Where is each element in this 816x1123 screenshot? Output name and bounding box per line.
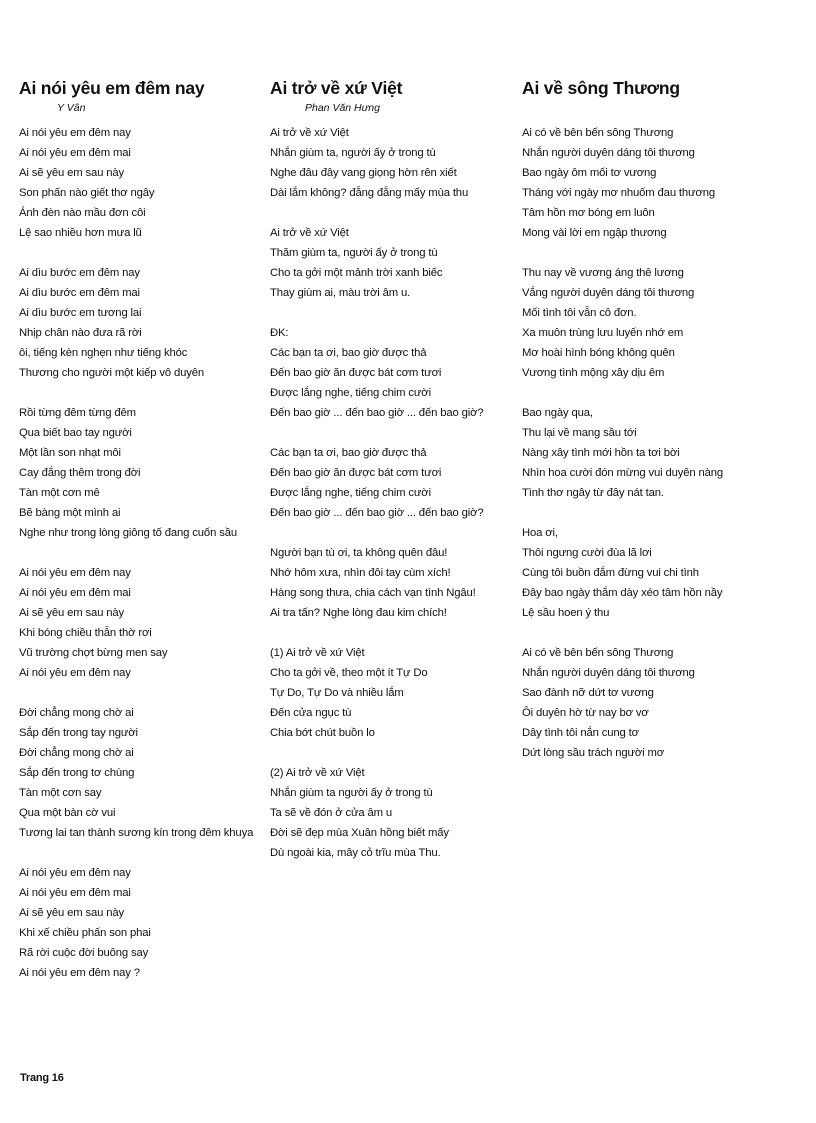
lyric-line: ôi, tiếng kèn nghẹn như tiếng khóc bbox=[19, 347, 188, 359]
lyric-line: Ánh đèn nào mầu đơn côi bbox=[19, 207, 146, 219]
page-number: Trang 16 bbox=[20, 1072, 64, 1084]
stanza bbox=[270, 763, 510, 863]
lyric-line: Hoa ơi, bbox=[522, 527, 558, 539]
lyric-line: Tâm hồn mơ bóng em luôn bbox=[522, 207, 655, 219]
lyric-line: Tình thơ ngây từ đây nát tan. bbox=[522, 487, 664, 499]
lyric-line: Nhắn giùm ta người ấy ở trong tù bbox=[270, 787, 433, 799]
lyric-line: Lệ sầu hoen ý thu bbox=[522, 607, 610, 619]
lyric-line: Ai trở về xứ Việt bbox=[270, 227, 349, 239]
lyric-line: Đời chẳng mong chờ ai bbox=[19, 707, 134, 719]
lyric-line: Đến bao giờ ... đến bao giờ ... đến bao giờ? bbox=[270, 507, 484, 519]
lyric-line: Thu nay về vương áng thê lương bbox=[522, 267, 684, 279]
lyric-line: Ta sẽ về đón ở cửa âm u bbox=[270, 807, 393, 819]
lyric-line: Tương lai tan thành sương kín trong đêm khuya bbox=[19, 827, 254, 839]
lyric-line: Thôi ngưng cười đùa lã lơi bbox=[522, 547, 652, 559]
lyric-line: Lệ sao nhiều hơn mưa lũ bbox=[19, 227, 142, 239]
lyric-line: Được lắng nghe, tiếng chim cười bbox=[270, 487, 431, 499]
stanza bbox=[19, 123, 254, 243]
stanza bbox=[19, 703, 254, 843]
lyric-line: Nhịp chân nào đưa rã rời bbox=[19, 327, 142, 339]
lyric-line: Dài lắm không? đẵng đẵng mấy mùa thu bbox=[270, 187, 469, 199]
lyric-line: Khi bóng chiều thẫn thờ rơi bbox=[19, 627, 152, 639]
lyric-line: Bẽ bàng một mình ai bbox=[19, 507, 121, 519]
lyric-line: Cay đắng thêm trong đời bbox=[19, 467, 141, 479]
lyric-line: Vương tình mộng xây dịu êm bbox=[522, 367, 665, 379]
lyric-line: Ai nói yêu em đêm nay bbox=[19, 667, 131, 679]
stanza bbox=[522, 263, 797, 383]
lyric-line: Ai trở về xứ Việt bbox=[270, 127, 349, 139]
lyric-line: Hàng song thưa, chia cách vạn tình Ngâu! bbox=[270, 587, 476, 599]
lyric-line: Nhắn người duyên dáng tôi thương bbox=[522, 147, 695, 159]
lyric-line: Sao đành nỡ dứt tơ vương bbox=[522, 687, 654, 699]
lyric-line: Tháng với ngày mơ nhuốm đau thương bbox=[522, 187, 715, 199]
lyric-line: Mơ hoài hình bóng không quên bbox=[522, 347, 675, 359]
lyric-line: Bao ngày qua, bbox=[522, 407, 593, 419]
lyric-line: Son phấn nào giết thơ ngây bbox=[19, 187, 155, 199]
lyric-line: Ai dìu bước em đêm nay bbox=[19, 267, 140, 279]
lyric-line: Ai nói yêu em đêm nay bbox=[19, 867, 131, 879]
lyric-line: Khi xế chiều phấn son phai bbox=[19, 927, 151, 939]
lyric-line: Ai nói yêu em đêm nay bbox=[19, 127, 131, 139]
lyric-line: Thương cho người một kiếp vô duyên bbox=[19, 367, 204, 379]
lyric-line: Người bạn tù ơi, ta không quên đâu! bbox=[270, 547, 448, 559]
stanza bbox=[270, 223, 510, 303]
song-column-1 bbox=[19, 76, 254, 1003]
lyric-line: ĐK: bbox=[270, 327, 289, 339]
lyric-line: Các bạn ta ơi, bao giờ được thả bbox=[270, 447, 427, 459]
lyric-line: Đời sẽ đẹp mùa Xuân hồng biết mấy bbox=[270, 827, 449, 839]
lyric-line: Vắng người duyên dáng tôi thương bbox=[522, 287, 695, 299]
lyric-line: Cho ta gởi một mảnh trời xanh biếc bbox=[270, 267, 443, 279]
lyric-line: Sắp đến trong tơ chùng bbox=[19, 767, 135, 779]
lyric-line: Ai tra tấn? Nghe lòng đau kim chích! bbox=[270, 607, 447, 619]
lyric-line: Đời chẳng mong chờ ai bbox=[19, 747, 134, 759]
stanza bbox=[270, 443, 510, 523]
lyric-line: Đến bao giờ ... đến bao giờ ... đến bao giờ? bbox=[270, 407, 484, 419]
lyric-line: Qua biết bao tay người bbox=[19, 427, 132, 439]
lyric-line: Vũ trường chợt bừng men say bbox=[19, 647, 168, 659]
lyric-line: Nhắn giùm ta, người ấy ở trong tù bbox=[270, 147, 436, 159]
stanza bbox=[522, 643, 797, 763]
lyric-line: Thu lại về mang sầu tới bbox=[522, 427, 637, 439]
lyric-line: Sắp đến trong tay người bbox=[19, 727, 138, 739]
lyric-line: Nghe như trong lòng giông tố đang cuốn sầu bbox=[19, 527, 237, 539]
song-column-2 bbox=[270, 76, 510, 883]
lyric-line: (2) Ai trở về xứ Việt bbox=[270, 767, 365, 779]
stanza bbox=[522, 403, 797, 503]
lyric-line: Ai có về bên bến sông Thương bbox=[522, 127, 674, 139]
lyric-line: Bao ngày ôm mối tơ vương bbox=[522, 167, 657, 179]
lyric-line: Ai dìu bước em đêm mai bbox=[19, 287, 140, 299]
lyric-line: Qua một bàn cờ vui bbox=[19, 807, 116, 819]
lyric-line: Ai nói yêu em đêm mai bbox=[19, 587, 131, 599]
lyric-line: Nhìn hoa cười đón mừng vui duyên nàng bbox=[522, 467, 723, 479]
lyric-line: Đến bao giờ ăn được bát cơm tươi bbox=[270, 367, 442, 379]
lyric-line: Ai nói yêu em đêm nay ? bbox=[19, 967, 140, 979]
lyric-line: Rã rời cuộc đời buông say bbox=[19, 947, 149, 959]
lyric-line: Thay giùm ai, màu trời âm u. bbox=[270, 287, 411, 299]
lyric-line: Ôi duyên hờ từ nay bơ vơ bbox=[522, 707, 649, 719]
lyric-line: Tự Do, Tự Do và nhiều lắm bbox=[270, 687, 404, 699]
lyric-line: Mối tình tôi vẫn cô đơn. bbox=[522, 307, 637, 319]
lyric-line: Ai sẽ yêu em sau này bbox=[19, 607, 125, 619]
stanza bbox=[19, 563, 254, 683]
stanza bbox=[270, 323, 510, 423]
lyric-line: Ai nói yêu em đêm nay bbox=[19, 567, 131, 579]
lyric-line: Nhắn người duyên dáng tôi thương bbox=[522, 667, 695, 679]
lyric-line: Nhớ hôm xưa, nhìn đôi tay cùm xích! bbox=[270, 567, 451, 579]
lyric-line: Rồi từng đêm từng đêm bbox=[19, 407, 136, 419]
stanza bbox=[270, 643, 510, 743]
song-author bbox=[560, 100, 797, 116]
song-column-3 bbox=[522, 76, 797, 783]
lyric-line: Thăm giùm ta, người ấy ở trong tù bbox=[270, 247, 438, 259]
song-author: Phan Văn Hưng bbox=[305, 102, 380, 114]
lyric-line: Ai nói yêu em đêm mai bbox=[19, 147, 131, 159]
lyric-line: Ai dìu bước em tương lai bbox=[19, 307, 142, 319]
lyric-line: Một lần son nhạt môi bbox=[19, 447, 121, 459]
lyric-line: Nghe đâu đây vang giọng hờn rên xiết bbox=[270, 167, 457, 179]
lyric-line: Được lắng nghe, tiếng chim cười bbox=[270, 387, 431, 399]
stanza bbox=[19, 863, 254, 983]
lyric-line: Ai sẽ yêu em sau này bbox=[19, 907, 125, 919]
song-title: Ai về sông Thương bbox=[522, 78, 680, 98]
stanza bbox=[19, 263, 254, 383]
lyric-line: Nàng xây tình mới hồn ta tơi bời bbox=[522, 447, 680, 459]
lyric-line: Các bạn ta ơi, bao giờ được thả bbox=[270, 347, 427, 359]
lyric-line: Chia bớt chút buồn lo bbox=[270, 727, 375, 739]
lyric-line: Tàn một cơn mê bbox=[19, 487, 100, 499]
lyric-line: Mong vài lời em ngập thương bbox=[522, 227, 667, 239]
song-author: Y Vân bbox=[57, 102, 86, 114]
stanza bbox=[19, 403, 254, 543]
lyric-line: Ai nói yêu em đêm mai bbox=[19, 887, 131, 899]
lyric-line: Dây tình tôi nắn cung tơ bbox=[522, 727, 639, 739]
lyric-line: Đến bao giờ ăn được bát cơm tươi bbox=[270, 467, 442, 479]
lyric-line: Tàn một cơn say bbox=[19, 787, 102, 799]
lyric-line: Ai sẽ yêu em sau này bbox=[19, 167, 125, 179]
lyric-line: Cho ta gởi về, theo một ít Tự Do bbox=[270, 667, 428, 679]
lyric-line: Xa muôn trùng lưu luyến nhớ em bbox=[522, 327, 684, 339]
lyric-line: (1) Ai trở về xứ Việt bbox=[270, 647, 365, 659]
stanza bbox=[522, 123, 797, 243]
lyric-line: Cùng tôi buồn đắm đừng vui chi tình bbox=[522, 567, 699, 579]
stanza bbox=[522, 523, 797, 623]
stanza bbox=[270, 543, 510, 623]
lyric-line: Đến cửa ngục tù bbox=[270, 707, 352, 719]
stanza bbox=[270, 123, 510, 203]
song-title: Ai trở về xứ Việt bbox=[270, 78, 403, 98]
lyric-line: Dù ngoài kia, mây cỏ trĩu mùa Thu. bbox=[270, 847, 441, 859]
lyric-line: Ai có về bên bến sông Thương bbox=[522, 647, 674, 659]
song-title: Ai nói yêu em đêm nay bbox=[19, 78, 205, 98]
lyric-line: Đây bao ngày thắm dày xéo tâm hồn nầy bbox=[522, 587, 723, 599]
lyric-line: Dứt lòng sầu trách người mơ bbox=[522, 747, 665, 759]
